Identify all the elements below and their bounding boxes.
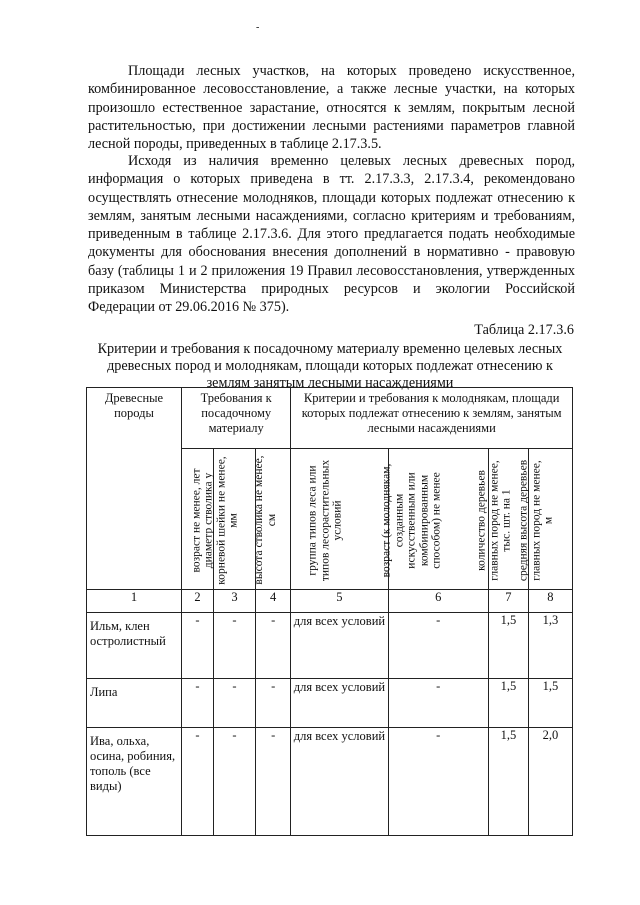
column-number: 7 [489,590,529,613]
subheader-forest-type: группа типов леса или типов лесорастительных условий [291,449,388,590]
header-young-stand-criteria: Критерии и требования к молоднякам, площади которых подлежат отнесению к землям, занятым лесными насаждениями [291,388,573,449]
page-mark: - [256,22,260,33]
column-number: 6 [388,590,489,613]
column-number: 2 [181,590,213,613]
table-cell: - [255,613,290,679]
table-cell: - [255,679,290,728]
column-number-row [87,590,573,613]
table-cell: - [214,728,256,836]
subheader-mean-height: средняя высота деревьев главных пород не менее, м [528,449,572,590]
table-cell: 1,5 [489,679,529,728]
column-number: 4 [255,590,290,613]
table-cell: 1,3 [528,613,572,679]
paragraph-2: Исходя из наличия временно целевых лесных древесных пород, информация о которых приведена в тт. 2.17.3.3, 2.17.3.4, рекомендовано осуществлять отнесение молодняков, площади которых подлежат отнесению к землям, занятым лесными насаждениями, согласно критериям и требованиям, приведенным в таблице 2.17.3.6. Для этого предлагается подать необходимые документы для обоснования внесения дополнений в нормативно - правовую базу (таблицы 1 и 2 приложения 19 Правил лесовосстановления, утвержденных приказом Министерства природных ресурсов и экологии Российской Федерации от 29.06.2016 № 375). [88,153,575,316]
species-cell: Ива, ольха, осина, робиния, тополь (все виды) [87,728,182,836]
table-cell: 2,0 [528,728,572,836]
table-cell: для всех условий [291,679,388,728]
table-cell: - [388,679,489,728]
table-cell: для всех условий [291,728,388,836]
table-number: Таблица 2.17.3.6 [474,322,574,338]
table-cell: - [214,613,256,679]
subheader-tree-count: количество деревьев главных пород не менее, тыс. шт. на 1 [489,449,529,590]
column-number: 3 [214,590,256,613]
subheader-age: возраст не менее, лет [181,449,213,590]
table-cell: - [388,613,489,679]
table-row [87,613,573,679]
column-number: 8 [528,590,572,613]
table-cell: 1,5 [489,613,529,679]
subheader-stand-age: возраст (к молоднякам, созданным искусственным или комбинированным способом) не менее [388,449,489,590]
subheader-height: высота стволика не менее, см [255,449,290,590]
column-number: 5 [291,590,388,613]
paragraph-1: Площади лесных участков, на которых проведено искусственное, комбинированное лесовосстановление, а также лесные участки, на которых произошло естественное зарастание, относятся к землям, покрытым лесной растительностью, при достижении лесными растениями параметров главной лесной породы, приведенных в таблице 2.17.3.5. [88,63,575,153]
table-cell: - [181,679,213,728]
table-cell: - [255,728,290,836]
subheader-diameter: диаметр стволика у корневой шейки не менее, мм [214,449,256,590]
table-cell: - [181,728,213,836]
table-cell: 1,5 [489,728,529,836]
table-cell: для всех условий [291,613,388,679]
species-cell: Ильм, клен остролистный [87,613,182,679]
species-cell: Липа [87,679,182,728]
header-species: Древесные породы [87,388,182,590]
table-title: Критерии и требования к посадочному материалу временно целевых лесных древесных пород и молоднякам, площади которых подлежат отнесению к землям занятым лесными насаждениями [97,341,563,391]
column-number: 1 [87,590,182,613]
table-row [87,728,573,836]
header-planting-material: Требования к посадочному материалу [181,388,290,449]
table-cell: - [388,728,489,836]
table-cell: 1,5 [528,679,572,728]
table-cell: - [181,613,213,679]
table-cell: - [214,679,256,728]
table-row [87,679,573,728]
criteria-table [86,387,573,836]
